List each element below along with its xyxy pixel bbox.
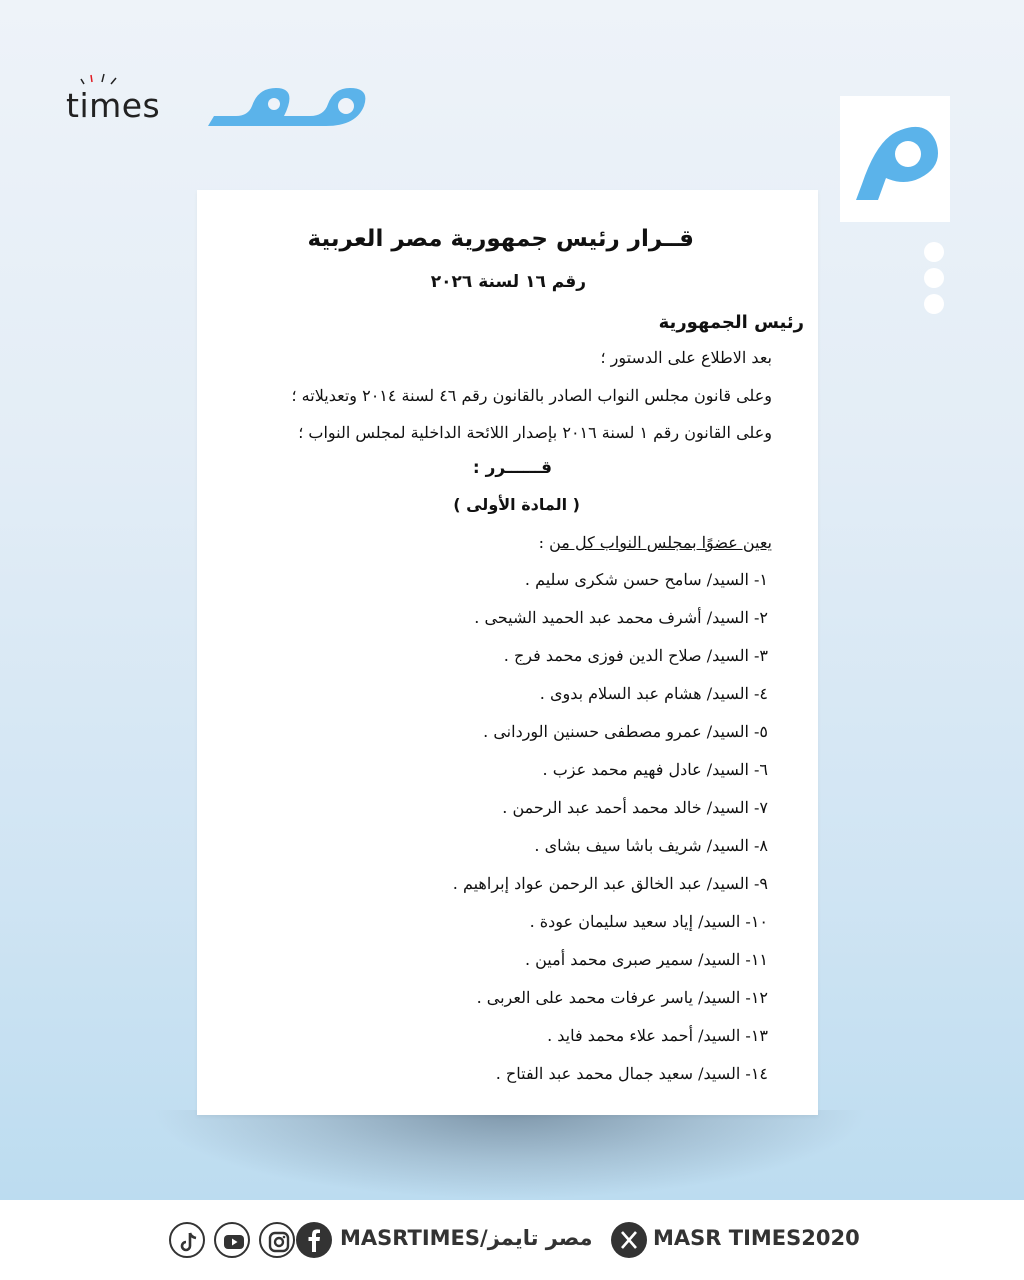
dot bbox=[924, 294, 944, 314]
appoint-suffix: : bbox=[538, 533, 550, 552]
member-item: ٩- السيد/ عبد الخالق عبد الرحمن عواد إبراهيم . bbox=[452, 874, 768, 893]
brand-badge bbox=[840, 96, 950, 222]
member-item: ١٢- السيد/ ياسر عرفات محمد على العربى . bbox=[476, 988, 768, 1007]
member-item: ٥- السيد/ عمرو مصطفى حسنين الوردانى . bbox=[483, 722, 768, 741]
tiktok-icon[interactable] bbox=[169, 1222, 205, 1258]
preamble-line: وعلى القانون رقم ١ لسنة ٢٠١٦ بإصدار اللائحة الداخلية لمجلس النواب ؛ bbox=[298, 423, 772, 442]
preamble-line: وعلى قانون مجلس النواب الصادر بالقانون رقم ٤٦ لسنة ٢٠١٤ وتعديلاته ؛ bbox=[291, 386, 772, 405]
decree-document bbox=[197, 190, 818, 1115]
masr-times-logo bbox=[66, 78, 311, 140]
member-item: ٤- السيد/ هشام عبد السلام بدوى . bbox=[539, 684, 768, 703]
dot bbox=[924, 242, 944, 262]
pagination-dots bbox=[924, 242, 946, 320]
social-footer bbox=[0, 1200, 1024, 1280]
article-heading: ( المادة الأولى ) bbox=[453, 495, 580, 514]
facebook-icon[interactable] bbox=[296, 1222, 332, 1258]
member-item: ١١- السيد/ سمير صبرى محمد أمين . bbox=[524, 950, 768, 969]
member-item: ١٣- السيد/ أحمد علاء محمد فايد . bbox=[547, 1026, 768, 1045]
logo-brand-mark bbox=[206, 82, 376, 134]
appoint-line bbox=[539, 533, 772, 552]
member-item: ٢- السيد/ أشرف محمد عبد الحميد الشيحى . bbox=[474, 608, 768, 627]
instagram-icon[interactable] bbox=[259, 1222, 295, 1258]
x-handle[interactable]: MASR TIMES2020 bbox=[653, 1226, 860, 1250]
decree-title: قــرار رئيس جمهورية مصر العربية bbox=[307, 226, 694, 252]
dot bbox=[924, 268, 944, 288]
youtube-icon[interactable] bbox=[214, 1222, 250, 1258]
member-item: ٨- السيد/ شريف باشا سيف بشاى . bbox=[534, 836, 768, 855]
logo-times-text: times bbox=[66, 86, 161, 125]
president-heading: رئيس الجمهورية bbox=[658, 312, 804, 333]
preamble-line: بعد الاطلاع على الدستور ؛ bbox=[600, 348, 772, 367]
appoint-text: يعين عضوًا بمجلس النواب كل من bbox=[549, 533, 772, 552]
social-handle[interactable]: MASRTIMES/مصر تايمز bbox=[340, 1226, 593, 1250]
logo-sparkle-icon bbox=[80, 72, 120, 86]
member-item: ٣- السيد/ صلاح الدين فوزى محمد فرج . bbox=[503, 646, 768, 665]
member-item: ١٤- السيد/ سعيد جمال محمد عبد الفتاح . bbox=[495, 1064, 768, 1083]
brand-p-icon bbox=[840, 96, 950, 222]
member-item: ٧- السيد/ خالد محمد أحمد عبد الرحمن . bbox=[502, 798, 768, 817]
member-item: ١٠- السيد/ إياد سعيد سليمان عودة . bbox=[529, 912, 768, 931]
decided-heading: قــــــرر : bbox=[472, 458, 552, 478]
x-twitter-icon[interactable] bbox=[611, 1222, 647, 1258]
decree-number: رقم ١٦ لسنة ٢٠٢٦ bbox=[430, 272, 586, 292]
member-item: ١- السيد/ سامح حسن شكرى سليم . bbox=[524, 570, 768, 589]
member-item: ٦- السيد/ عادل فهيم محمد عزب . bbox=[542, 760, 768, 779]
paper-shadow bbox=[150, 1110, 870, 1200]
